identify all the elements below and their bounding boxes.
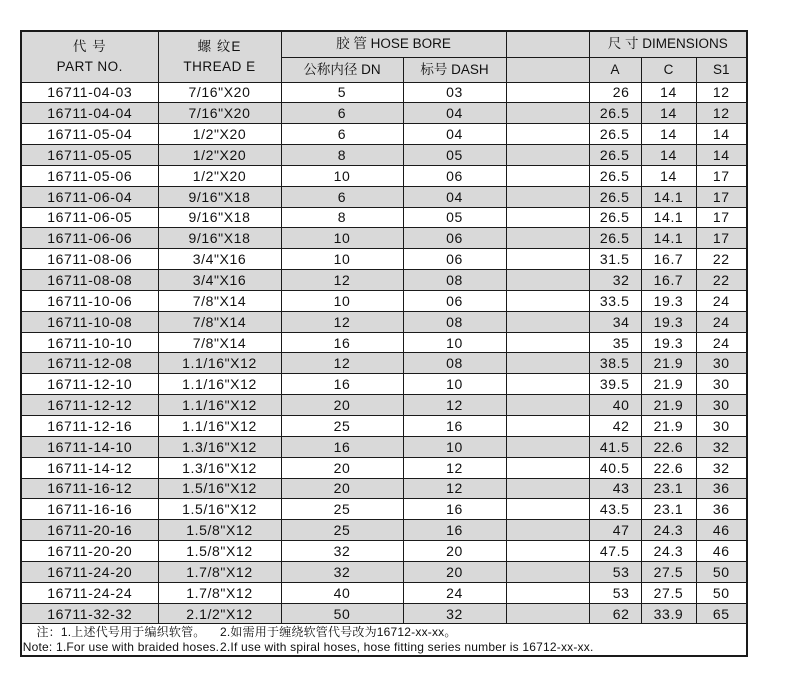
part-no-cell: 16711-10-06	[21, 290, 158, 311]
spacer-cell	[506, 270, 589, 291]
table-row	[21, 207, 747, 228]
dim-c-cell: 14	[641, 145, 696, 166]
dim-c-cell: 19.3	[641, 332, 696, 353]
thread-cell: 1/2"X20	[158, 124, 281, 145]
dash-cell: 16	[403, 416, 506, 437]
table-row	[21, 603, 747, 624]
thread-cell: 1/2"X20	[158, 145, 281, 166]
dash-cell: 04	[403, 103, 506, 124]
dash-cell: 04	[403, 186, 506, 207]
spacer-cell	[506, 374, 589, 395]
thread-cell: 3/4"X16	[158, 270, 281, 291]
dim-a-cell: 47	[589, 520, 641, 541]
dash-cell: 32	[403, 603, 506, 624]
thread-cell: 1.1/16"X12	[158, 353, 281, 374]
part-no-cell: 16711-32-32	[21, 603, 158, 624]
dn-cell: 10	[281, 249, 403, 270]
spacer-cell	[506, 436, 589, 457]
spacer-cell	[506, 124, 589, 145]
dim-a-cell: 26.5	[589, 228, 641, 249]
fitting-dimensions-table	[20, 30, 748, 657]
table-row	[21, 270, 747, 291]
notes-cell	[21, 624, 747, 657]
table-row	[21, 124, 747, 145]
table-row	[21, 436, 747, 457]
dim-a-cell: 26.5	[589, 145, 641, 166]
table-row	[21, 353, 747, 374]
part-no-cell: 16711-05-04	[21, 124, 158, 145]
header-dimensions: 尺 寸 DIMENSIONS	[589, 31, 747, 57]
dash-cell: 08	[403, 270, 506, 291]
dim-c-cell: 23.1	[641, 499, 696, 520]
dim-c-cell: 14.1	[641, 207, 696, 228]
spacer-cell	[506, 207, 589, 228]
dim-a-cell: 35	[589, 332, 641, 353]
part-no-cell: 16711-24-24	[21, 582, 158, 603]
dn-cell: 12	[281, 270, 403, 291]
dn-cell: 20	[281, 457, 403, 478]
dim-c-cell: 27.5	[641, 582, 696, 603]
table-row	[21, 416, 747, 437]
dim-c-cell: 22.6	[641, 457, 696, 478]
dim-s1-cell: 65	[696, 603, 747, 624]
part-no-cell: 16711-14-12	[21, 457, 158, 478]
table-row	[21, 374, 747, 395]
table-row	[21, 228, 747, 249]
dn-cell: 32	[281, 561, 403, 582]
part-no-cell: 16711-12-16	[21, 416, 158, 437]
thread-cell: 1.1/16"X12	[158, 374, 281, 395]
part-no-cell: 16711-12-12	[21, 395, 158, 416]
dim-s1-cell: 50	[696, 582, 747, 603]
dim-s1-cell: 30	[696, 353, 747, 374]
dim-a-cell: 40.5	[589, 457, 641, 478]
part-no-cell: 16711-24-20	[21, 561, 158, 582]
dn-cell: 50	[281, 603, 403, 624]
dash-cell: 10	[403, 436, 506, 457]
table-row	[21, 249, 747, 270]
header-dim-s1: S1	[696, 57, 747, 82]
dim-a-cell: 40	[589, 395, 641, 416]
dash-cell: 06	[403, 228, 506, 249]
spacer-cell	[506, 353, 589, 374]
spacer-cell	[506, 165, 589, 186]
spacer-cell	[506, 520, 589, 541]
dash-cell: 12	[403, 478, 506, 499]
dim-s1-cell: 32	[696, 436, 747, 457]
dim-a-cell: 33.5	[589, 290, 641, 311]
dim-c-cell: 14	[641, 103, 696, 124]
dim-c-cell: 19.3	[641, 311, 696, 332]
dim-c-cell: 27.5	[641, 561, 696, 582]
table-row	[21, 541, 747, 562]
dim-a-cell: 26.5	[589, 186, 641, 207]
dim-c-cell: 14.1	[641, 186, 696, 207]
thread-cell: 7/16"X20	[158, 82, 281, 103]
thread-cell: 1.5/8"X12	[158, 541, 281, 562]
spacer-cell	[506, 478, 589, 499]
dn-cell: 32	[281, 541, 403, 562]
dim-a-cell: 47.5	[589, 541, 641, 562]
spacer-cell	[506, 416, 589, 437]
spacer-cell	[506, 228, 589, 249]
header-row-1	[21, 31, 747, 57]
dn-cell: 25	[281, 520, 403, 541]
dim-s1-cell: 14	[696, 124, 747, 145]
thread-cell: 1.1/16"X12	[158, 395, 281, 416]
part-no-cell: 16711-16-16	[21, 499, 158, 520]
part-no-cell: 16711-06-04	[21, 186, 158, 207]
dash-cell: 16	[403, 520, 506, 541]
part-no-cell: 16711-05-06	[21, 165, 158, 186]
header-part-no-en: PART NO.	[56, 58, 123, 74]
note-zh-2: 2.如需用于缠绕软管代号改为16712-xx-xx。	[220, 624, 457, 639]
part-no-cell: 16711-08-08	[21, 270, 158, 291]
thread-cell: 3/4"X16	[158, 249, 281, 270]
dash-cell: 08	[403, 311, 506, 332]
note-line-en	[22, 640, 746, 655]
table-row	[21, 582, 747, 603]
header-hose-bore: 胶 管 HOSE BORE	[281, 31, 506, 57]
dim-a-cell: 32	[589, 270, 641, 291]
dn-cell: 6	[281, 124, 403, 145]
dash-cell: 08	[403, 353, 506, 374]
table-row	[21, 165, 747, 186]
table-row	[21, 332, 747, 353]
dim-a-cell: 26.5	[589, 207, 641, 228]
dim-a-cell: 26.5	[589, 124, 641, 145]
table-header	[21, 31, 747, 82]
table-row	[21, 82, 747, 103]
dim-s1-cell: 30	[696, 395, 747, 416]
dash-cell: 20	[403, 561, 506, 582]
spacer-cell	[506, 145, 589, 166]
table-row	[21, 103, 747, 124]
dim-s1-cell: 17	[696, 165, 747, 186]
dim-s1-cell: 46	[696, 520, 747, 541]
dn-cell: 6	[281, 103, 403, 124]
dn-cell: 25	[281, 416, 403, 437]
part-no-cell: 16711-05-05	[21, 145, 158, 166]
dash-cell: 06	[403, 249, 506, 270]
spacer-cell	[506, 186, 589, 207]
spacer-cell	[506, 582, 589, 603]
thread-cell: 1.1/16"X12	[158, 416, 281, 437]
dim-s1-cell: 17	[696, 228, 747, 249]
table-footer	[21, 624, 747, 657]
part-no-cell: 16711-12-08	[21, 353, 158, 374]
dash-cell: 10	[403, 374, 506, 395]
part-no-cell: 16711-14-10	[21, 436, 158, 457]
table-row	[21, 561, 747, 582]
dim-a-cell: 26	[589, 82, 641, 103]
dn-cell: 6	[281, 186, 403, 207]
table-row	[21, 395, 747, 416]
header-thread-en: THREAD E	[183, 58, 256, 74]
dim-a-cell: 26.5	[589, 103, 641, 124]
spacer-cell	[506, 103, 589, 124]
spacer-cell	[506, 332, 589, 353]
dn-cell: 20	[281, 478, 403, 499]
dim-s1-cell: 12	[696, 82, 747, 103]
dash-cell: 12	[403, 395, 506, 416]
header-dim-c: C	[641, 57, 696, 82]
dim-c-cell: 14.1	[641, 228, 696, 249]
dn-cell: 40	[281, 582, 403, 603]
spacer-cell	[506, 457, 589, 478]
dash-cell: 24	[403, 582, 506, 603]
dim-s1-cell: 12	[696, 103, 747, 124]
dim-a-cell: 53	[589, 561, 641, 582]
dim-a-cell: 41.5	[589, 436, 641, 457]
header-spacer-top	[506, 31, 589, 57]
dim-s1-cell: 24	[696, 290, 747, 311]
note-en-2: 2.If use with spiral hoses, hose fitting series number is 16712-xx-xx.	[220, 639, 594, 654]
thread-cell: 1.5/16"X12	[158, 499, 281, 520]
table-row	[21, 186, 747, 207]
dim-c-cell: 21.9	[641, 416, 696, 437]
dn-cell: 8	[281, 207, 403, 228]
thread-cell: 9/16"X18	[158, 186, 281, 207]
dim-a-cell: 26.5	[589, 165, 641, 186]
part-no-cell: 16711-04-03	[21, 82, 158, 103]
dash-cell: 20	[403, 541, 506, 562]
table-row	[21, 478, 747, 499]
spacer-cell	[506, 249, 589, 270]
dim-s1-cell: 36	[696, 478, 747, 499]
dim-c-cell: 22.6	[641, 436, 696, 457]
dash-cell: 05	[403, 207, 506, 228]
thread-cell: 7/8"X14	[158, 311, 281, 332]
dim-s1-cell: 36	[696, 499, 747, 520]
part-no-cell: 16711-20-20	[21, 541, 158, 562]
dim-c-cell: 16.7	[641, 249, 696, 270]
dim-s1-cell: 30	[696, 416, 747, 437]
dim-s1-cell: 30	[696, 374, 747, 395]
header-part-no-zh: 代 号	[72, 39, 107, 55]
dim-s1-cell: 24	[696, 311, 747, 332]
spacer-cell	[506, 311, 589, 332]
dash-cell: 10	[403, 332, 506, 353]
dash-cell: 12	[403, 457, 506, 478]
dim-c-cell: 21.9	[641, 353, 696, 374]
part-no-cell: 16711-16-12	[21, 478, 158, 499]
spacer-cell	[506, 561, 589, 582]
spacer-cell	[506, 82, 589, 103]
dim-c-cell: 21.9	[641, 395, 696, 416]
dim-s1-cell: 50	[696, 561, 747, 582]
thread-cell: 1.3/16"X12	[158, 457, 281, 478]
thread-cell: 1.5/8"X12	[158, 520, 281, 541]
dn-cell: 20	[281, 395, 403, 416]
note-en-1: Note: 1.For use with braided hoses.	[22, 639, 220, 654]
dim-s1-cell: 24	[696, 332, 747, 353]
part-no-cell: 16711-04-04	[21, 103, 158, 124]
dim-c-cell: 14	[641, 124, 696, 145]
note-zh-1: 注：1.上述代号用于编织软管。	[36, 624, 206, 639]
thread-cell: 7/8"X14	[158, 290, 281, 311]
part-no-cell: 16711-06-05	[21, 207, 158, 228]
part-no-cell: 16711-06-06	[21, 228, 158, 249]
dim-s1-cell: 22	[696, 270, 747, 291]
table-row	[21, 290, 747, 311]
header-dash: 标号 DASH	[403, 57, 506, 82]
spacer-cell	[506, 395, 589, 416]
part-no-cell: 16711-12-10	[21, 374, 158, 395]
dn-cell: 10	[281, 228, 403, 249]
part-no-cell: 16711-20-16	[21, 520, 158, 541]
dn-cell: 25	[281, 499, 403, 520]
notes-row	[21, 624, 747, 657]
dim-s1-cell: 22	[696, 249, 747, 270]
dash-cell: 06	[403, 290, 506, 311]
dash-cell: 06	[403, 165, 506, 186]
dash-cell: 05	[403, 145, 506, 166]
dim-a-cell: 62	[589, 603, 641, 624]
dim-a-cell: 34	[589, 311, 641, 332]
thread-cell: 2.1/2"X12	[158, 603, 281, 624]
dim-s1-cell: 14	[696, 145, 747, 166]
dim-a-cell: 42	[589, 416, 641, 437]
dn-cell: 12	[281, 353, 403, 374]
dim-s1-cell: 17	[696, 186, 747, 207]
thread-cell: 9/16"X18	[158, 207, 281, 228]
dim-s1-cell: 46	[696, 541, 747, 562]
dim-c-cell: 14	[641, 165, 696, 186]
dim-a-cell: 39.5	[589, 374, 641, 395]
dn-cell: 10	[281, 290, 403, 311]
dim-a-cell: 43.5	[589, 499, 641, 520]
thread-cell: 1.7/8"X12	[158, 561, 281, 582]
table-row	[21, 499, 747, 520]
note-line-zh	[22, 625, 746, 640]
dash-cell: 16	[403, 499, 506, 520]
dn-cell: 5	[281, 82, 403, 103]
spacer-cell	[506, 541, 589, 562]
dn-cell: 16	[281, 436, 403, 457]
spacer-cell	[506, 603, 589, 624]
header-spacer-bottom	[506, 57, 589, 82]
spacer-cell	[506, 290, 589, 311]
thread-cell: 1.3/16"X12	[158, 436, 281, 457]
header-thread-zh: 螺 纹E	[197, 39, 242, 55]
thread-cell: 7/16"X20	[158, 103, 281, 124]
dn-cell: 16	[281, 332, 403, 353]
table-row	[21, 145, 747, 166]
header-dn: 公称内径 DN	[281, 57, 403, 82]
thread-cell: 7/8"X14	[158, 332, 281, 353]
dim-c-cell: 24.3	[641, 520, 696, 541]
dim-s1-cell: 32	[696, 457, 747, 478]
header-thread	[158, 31, 281, 82]
part-no-cell: 16711-08-06	[21, 249, 158, 270]
dim-c-cell: 21.9	[641, 374, 696, 395]
spacer-cell	[506, 499, 589, 520]
dim-c-cell: 24.3	[641, 541, 696, 562]
dn-cell: 16	[281, 374, 403, 395]
thread-cell: 1/2"X20	[158, 165, 281, 186]
dim-c-cell: 16.7	[641, 270, 696, 291]
header-part-no	[21, 31, 158, 82]
header-dim-a: A	[589, 57, 641, 82]
dim-a-cell: 31.5	[589, 249, 641, 270]
dim-s1-cell: 17	[696, 207, 747, 228]
dash-cell: 04	[403, 124, 506, 145]
dim-c-cell: 23.1	[641, 478, 696, 499]
dn-cell: 12	[281, 311, 403, 332]
dash-cell: 03	[403, 82, 506, 103]
dn-cell: 10	[281, 165, 403, 186]
dim-a-cell: 38.5	[589, 353, 641, 374]
dim-a-cell: 43	[589, 478, 641, 499]
dim-c-cell: 19.3	[641, 290, 696, 311]
table-body	[21, 82, 747, 624]
table-row	[21, 457, 747, 478]
thread-cell: 9/16"X18	[158, 228, 281, 249]
dim-a-cell: 53	[589, 582, 641, 603]
part-no-cell: 16711-10-10	[21, 332, 158, 353]
table-row	[21, 520, 747, 541]
thread-cell: 1.5/16"X12	[158, 478, 281, 499]
table-row	[21, 311, 747, 332]
thread-cell: 1.7/8"X12	[158, 582, 281, 603]
dim-c-cell: 14	[641, 82, 696, 103]
part-no-cell: 16711-10-08	[21, 311, 158, 332]
dim-c-cell: 33.9	[641, 603, 696, 624]
dn-cell: 8	[281, 145, 403, 166]
